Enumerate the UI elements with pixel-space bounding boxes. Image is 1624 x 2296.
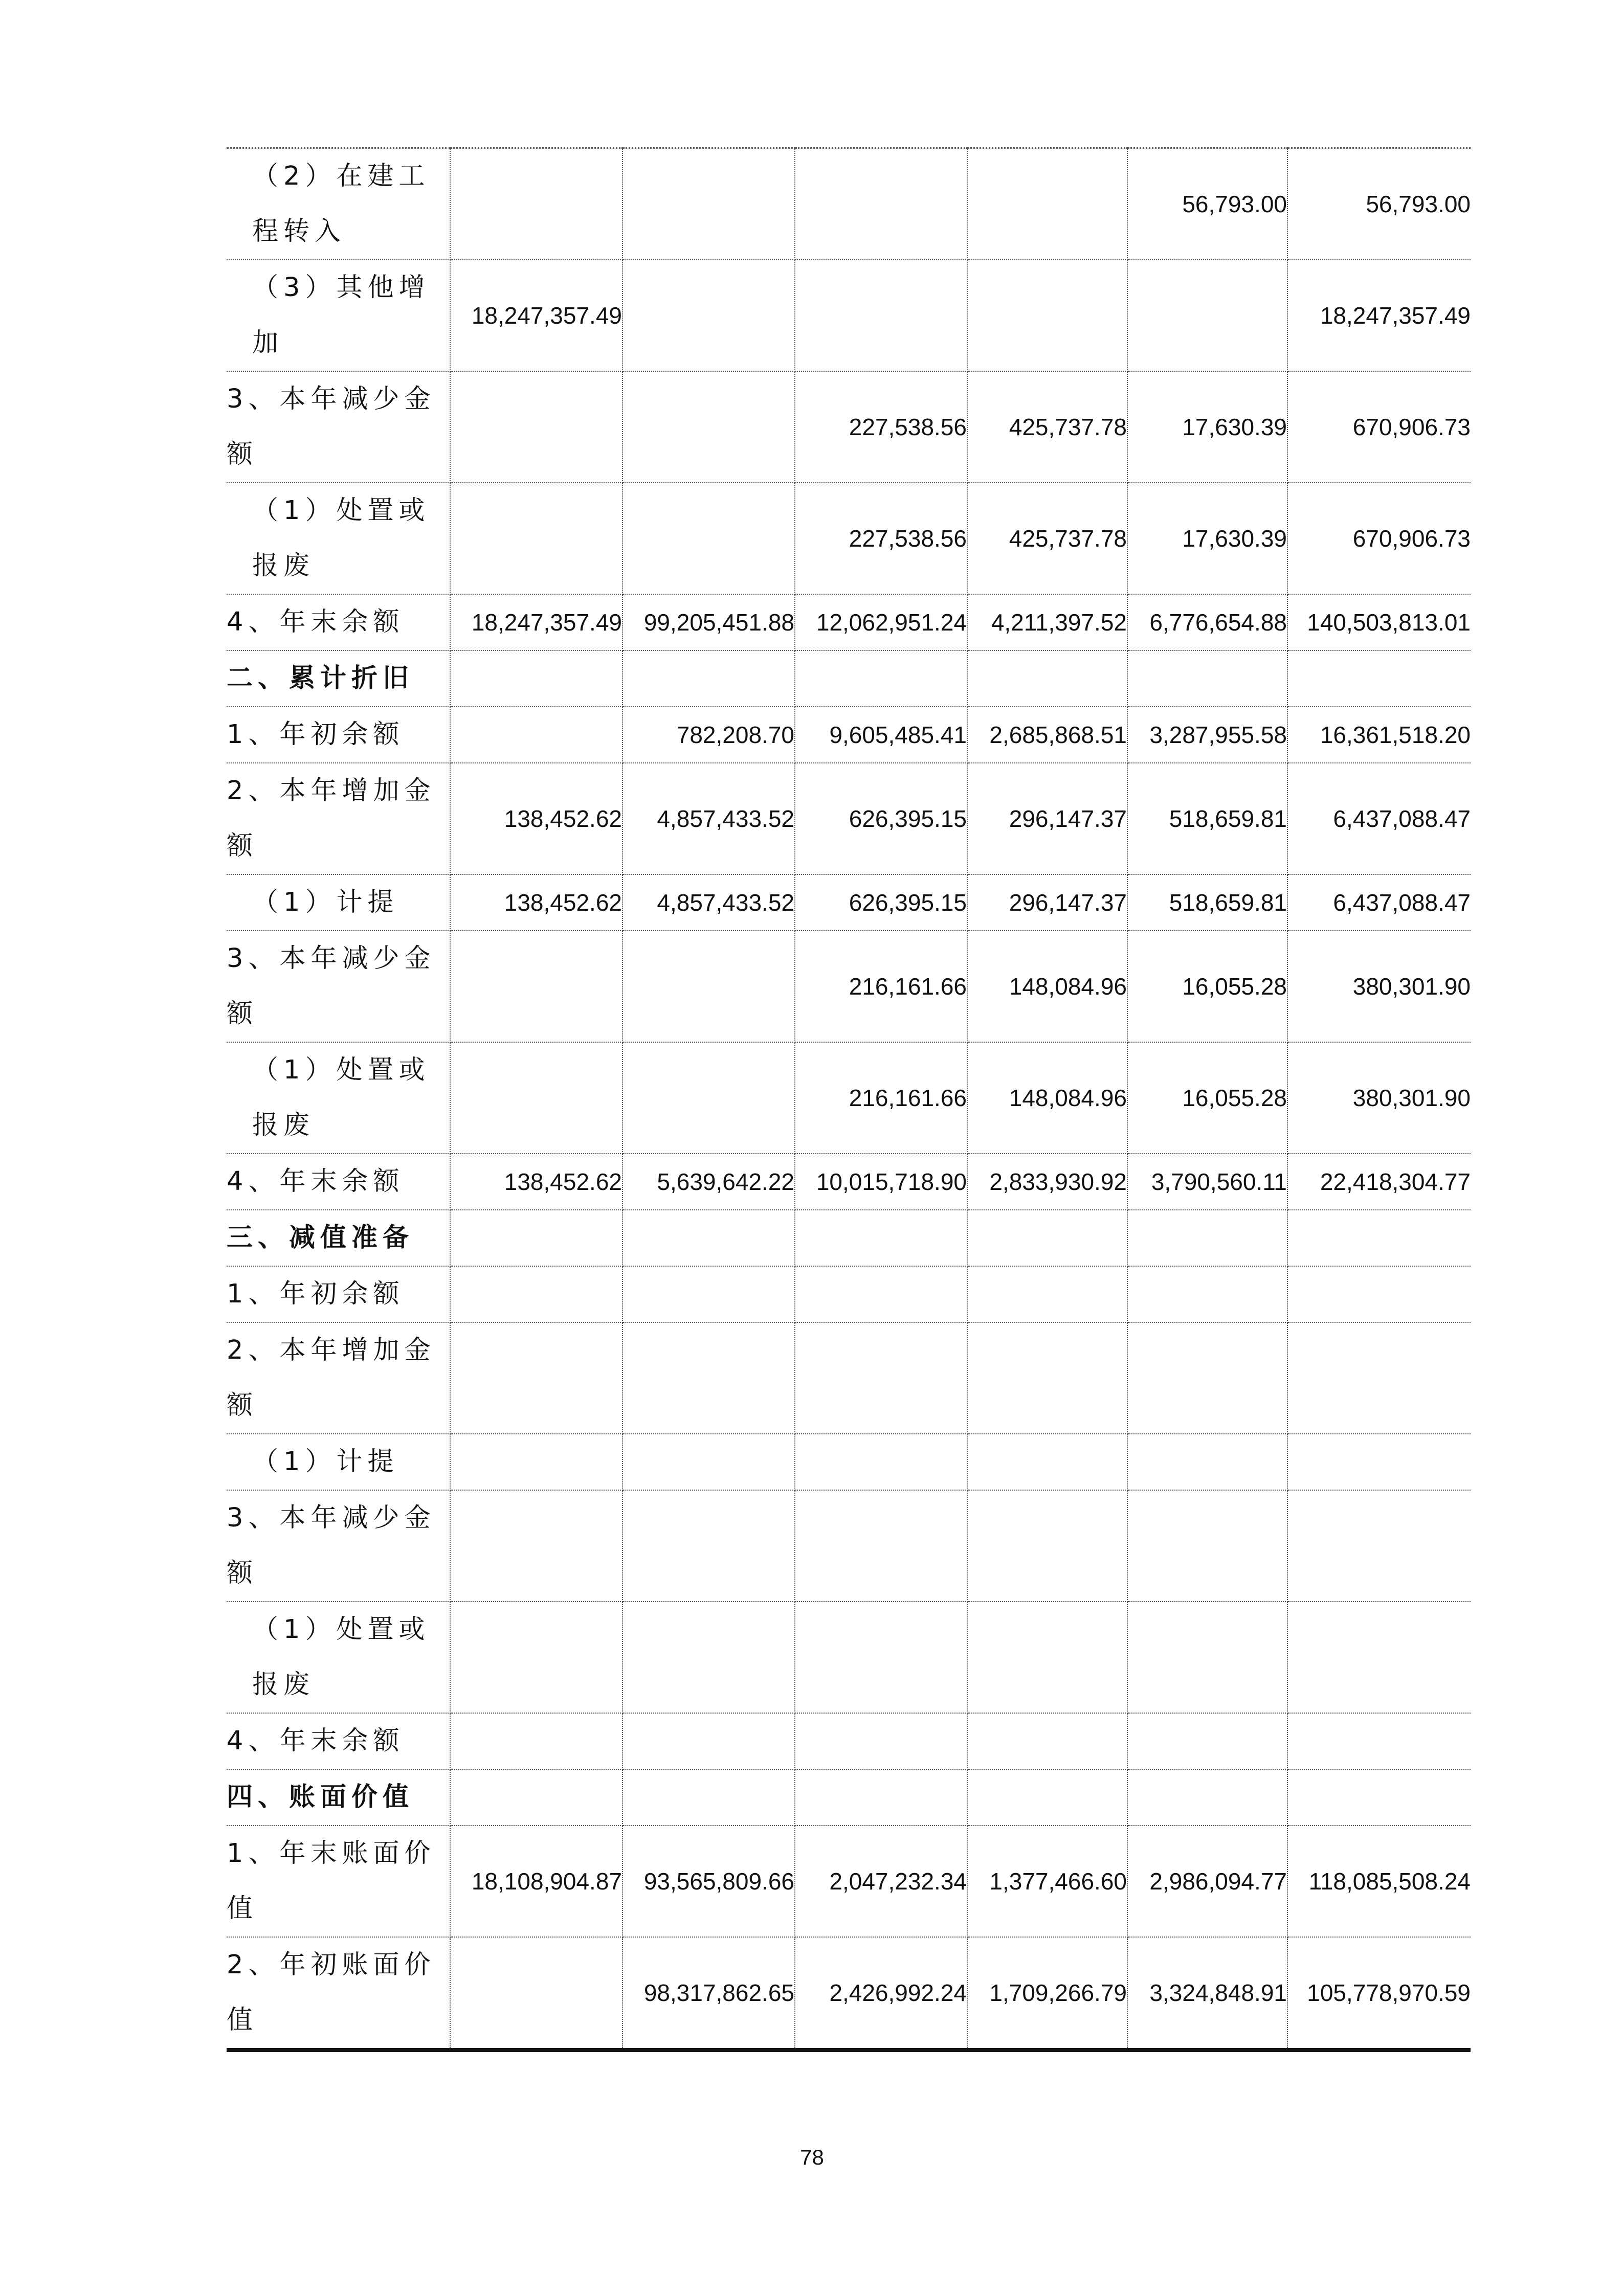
table-cell: 18,247,357.49 (450, 594, 622, 650)
table-cell: 227,538.56 (795, 371, 967, 483)
table-cell: 17,630.39 (1127, 483, 1287, 594)
row-label: 2、本年增加金额 (227, 1322, 450, 1434)
table-cell: 22,418,304.77 (1287, 1154, 1471, 1210)
table-cell (450, 371, 622, 483)
table-cell: 2,426,992.24 (795, 1937, 967, 2050)
table-cell (1127, 1769, 1287, 1826)
table-cell: 18,108,904.87 (450, 1826, 622, 1937)
table-cell: 782,208.70 (622, 707, 795, 763)
table-row (227, 931, 1471, 1042)
table-cell (1287, 1322, 1471, 1434)
row-label: （1）计提 (227, 1434, 450, 1490)
table-cell: 140,503,813.01 (1287, 594, 1471, 650)
table-cell (1127, 1602, 1287, 1713)
table-cell: 56,793.00 (1287, 148, 1471, 260)
table-cell: 5,639,642.22 (622, 1154, 795, 1210)
table-row (227, 1042, 1471, 1154)
row-label: （3）其他增加 (227, 260, 450, 371)
table-cell (622, 1490, 795, 1602)
table-cell (967, 1713, 1127, 1769)
table-cell: 3,790,560.11 (1127, 1154, 1287, 1210)
table-cell: 2,685,868.51 (967, 707, 1127, 763)
table-cell: 380,301.90 (1287, 1042, 1471, 1154)
table-cell (450, 1322, 622, 1434)
table-cell (622, 483, 795, 594)
table-cell (1287, 1769, 1471, 1826)
table-cell (1127, 1434, 1287, 1490)
fixed-assets-table (227, 147, 1471, 2052)
section-header-row (227, 1769, 1471, 1826)
table-cell (795, 1322, 967, 1434)
table-cell: 6,776,654.88 (1127, 594, 1287, 650)
table-cell (795, 1266, 967, 1322)
table-cell: 2,047,232.34 (795, 1826, 967, 1937)
table-cell: 296,147.37 (967, 763, 1127, 874)
table-cell (1287, 1266, 1471, 1322)
table-cell (795, 148, 967, 260)
row-label: 3、本年减少金额 (227, 1490, 450, 1602)
table-cell (622, 371, 795, 483)
table-cell: 18,247,357.49 (450, 260, 622, 371)
table-cell (1287, 1602, 1471, 1713)
row-label: （1）处置或报废 (227, 1042, 450, 1154)
table-cell (622, 1434, 795, 1490)
table-cell: 216,161.66 (795, 1042, 967, 1154)
row-label: （2）在建工程转入 (227, 148, 450, 260)
table-cell (795, 650, 967, 707)
table-cell (622, 650, 795, 707)
table-row (227, 707, 1471, 763)
table-row (227, 1490, 1471, 1602)
table-cell (1287, 1210, 1471, 1266)
table-cell: 98,317,862.65 (622, 1937, 795, 2050)
table-cell (967, 1490, 1127, 1602)
table-cell (622, 260, 795, 371)
table-cell: 227,538.56 (795, 483, 967, 594)
row-label: 3、本年减少金额 (227, 931, 450, 1042)
section-title: 三、减值准备 (227, 1210, 450, 1266)
table-row (227, 1602, 1471, 1713)
table-cell (450, 1490, 622, 1602)
table-cell (1287, 1434, 1471, 1490)
table-cell: 2,833,930.92 (967, 1154, 1127, 1210)
table-cell (967, 1322, 1127, 1434)
table-cell (1127, 1210, 1287, 1266)
table-cell: 138,452.62 (450, 763, 622, 874)
row-label: 4、年末余额 (227, 1713, 450, 1769)
table-cell (967, 1769, 1127, 1826)
table-cell: 118,085,508.24 (1287, 1826, 1471, 1937)
table-row (227, 1154, 1471, 1210)
table-cell (1287, 1490, 1471, 1602)
table-cell (450, 1769, 622, 1826)
table-cell: 99,205,451.88 (622, 594, 795, 650)
table-cell (450, 1042, 622, 1154)
table-cell (967, 1266, 1127, 1322)
table-cell (795, 1769, 967, 1826)
table-cell: 93,565,809.66 (622, 1826, 795, 1937)
section-header-row (227, 650, 1471, 707)
table-cell (450, 1713, 622, 1769)
table-row (227, 1713, 1471, 1769)
table-row (227, 1434, 1471, 1490)
table-cell: 518,659.81 (1127, 874, 1287, 931)
table-cell: 12,062,951.24 (795, 594, 967, 650)
table-row (227, 260, 1471, 371)
table-cell (450, 148, 622, 260)
table-cell (795, 1434, 967, 1490)
table-cell: 138,452.62 (450, 874, 622, 931)
table-cell (622, 931, 795, 1042)
table-cell (450, 650, 622, 707)
table-row (227, 1937, 1471, 2050)
table-cell: 148,084.96 (967, 931, 1127, 1042)
table-cell: 296,147.37 (967, 874, 1127, 931)
table-cell (622, 1042, 795, 1154)
table-cell (967, 1210, 1127, 1266)
table-cell (1127, 1490, 1287, 1602)
row-label: （1）计提 (227, 874, 450, 931)
table-row (227, 1826, 1471, 1937)
row-label: 2、本年增加金额 (227, 763, 450, 874)
page-number: 78 (800, 2145, 824, 2169)
table-cell: 4,211,397.52 (967, 594, 1127, 650)
table-cell (967, 1602, 1127, 1713)
table-cell (1287, 650, 1471, 707)
table-cell (450, 1602, 622, 1713)
table-cell: 9,605,485.41 (795, 707, 967, 763)
table-cell: 10,015,718.90 (795, 1154, 967, 1210)
table-cell (967, 1434, 1127, 1490)
table-cell: 1,377,466.60 (967, 1826, 1127, 1937)
section-title: 四、账面价值 (227, 1769, 450, 1826)
table-cell (795, 1713, 967, 1769)
table-cell: 425,737.78 (967, 371, 1127, 483)
table-cell (450, 483, 622, 594)
table-cell: 16,361,518.20 (1287, 707, 1471, 763)
table-cell: 670,906.73 (1287, 483, 1471, 594)
table-cell: 518,659.81 (1127, 763, 1287, 874)
table-cell (1127, 1266, 1287, 1322)
table-cell (967, 650, 1127, 707)
table-cell: 2,986,094.77 (1127, 1826, 1287, 1937)
table-cell: 425,737.78 (967, 483, 1127, 594)
table-cell: 138,452.62 (450, 1154, 622, 1210)
table-cell: 626,395.15 (795, 874, 967, 931)
table-cell: 17,630.39 (1127, 371, 1287, 483)
table-row (227, 763, 1471, 874)
section-header-row (227, 1210, 1471, 1266)
row-label: 3、本年减少金额 (227, 371, 450, 483)
table-cell: 670,906.73 (1287, 371, 1471, 483)
section-title: 二、累计折旧 (227, 650, 450, 707)
table-cell (622, 148, 795, 260)
table-cell: 18,247,357.49 (1287, 260, 1471, 371)
table-cell (967, 260, 1127, 371)
table-row (227, 371, 1471, 483)
table-cell (1127, 1713, 1287, 1769)
table-cell (450, 1210, 622, 1266)
table-cell: 216,161.66 (795, 931, 967, 1042)
table-cell (450, 1937, 622, 2050)
table-cell (795, 1602, 967, 1713)
table-cell (795, 1490, 967, 1602)
row-label: （1）处置或报废 (227, 483, 450, 594)
table-cell: 4,857,433.52 (622, 763, 795, 874)
table-cell: 6,437,088.47 (1287, 874, 1471, 931)
table-cell (450, 1434, 622, 1490)
table-cell (450, 1266, 622, 1322)
table-cell (622, 1713, 795, 1769)
table-cell (622, 1210, 795, 1266)
table-row (227, 483, 1471, 594)
row-label: （1）处置或报废 (227, 1602, 450, 1713)
row-label: 2、年初账面价值 (227, 1937, 450, 2050)
table-cell: 626,395.15 (795, 763, 967, 874)
table-cell (622, 1266, 795, 1322)
row-label: 1、年末账面价值 (227, 1826, 450, 1937)
table-row (227, 148, 1471, 260)
table-cell (622, 1322, 795, 1434)
table-cell (967, 148, 1127, 260)
row-label: 1、年初余额 (227, 1266, 450, 1322)
table-cell (795, 260, 967, 371)
table-row (227, 1266, 1471, 1322)
table-cell: 3,287,955.58 (1127, 707, 1287, 763)
table-cell (622, 1769, 795, 1826)
table-cell: 6,437,088.47 (1287, 763, 1471, 874)
row-label: 1、年初余额 (227, 707, 450, 763)
table-row (227, 594, 1471, 650)
table-cell (1127, 1322, 1287, 1434)
table-cell: 380,301.90 (1287, 931, 1471, 1042)
table-cell (1127, 650, 1287, 707)
table-cell: 16,055.28 (1127, 1042, 1287, 1154)
table-cell (450, 707, 622, 763)
row-label: 4、年末余额 (227, 1154, 450, 1210)
table-cell: 3,324,848.91 (1127, 1937, 1287, 2050)
table-cell: 56,793.00 (1127, 148, 1287, 260)
table-cell: 1,709,266.79 (967, 1937, 1127, 2050)
table-row (227, 1322, 1471, 1434)
table-cell: 148,084.96 (967, 1042, 1127, 1154)
table-cell: 16,055.28 (1127, 931, 1287, 1042)
table-row (227, 874, 1471, 931)
row-label: 4、年末余额 (227, 594, 450, 650)
table-cell (1127, 260, 1287, 371)
table-cell (622, 1602, 795, 1713)
table-cell: 4,857,433.52 (622, 874, 795, 931)
table-cell (1287, 1713, 1471, 1769)
table-cell: 105,778,970.59 (1287, 1937, 1471, 2050)
table-cell (450, 931, 622, 1042)
table-cell (795, 1210, 967, 1266)
